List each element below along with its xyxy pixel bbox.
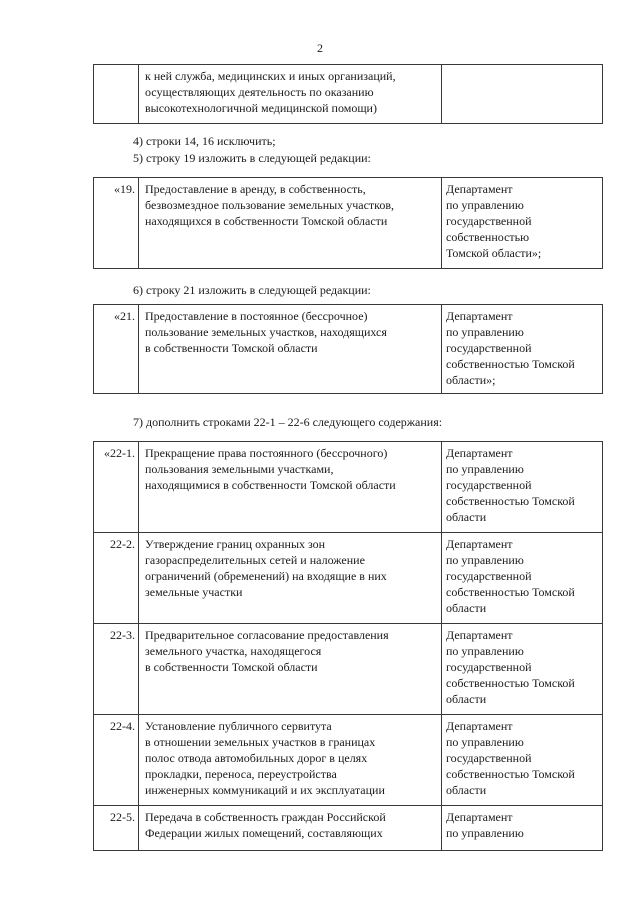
dept-line: государственной <box>446 751 532 765</box>
row-text-line: безвозмездное пользование земельных участков, <box>145 198 395 212</box>
row-text-line: Предварительное согласование предоставления <box>145 628 389 642</box>
paragraph-7: 7) дополнить строками 22-1 – 22-6 следующего содержания: <box>133 415 443 429</box>
table-row <box>94 533 602 624</box>
dept-line: государственной <box>446 214 532 228</box>
row-text-line: пользование земельных участков, находящихся <box>145 325 387 339</box>
row-text-line: высокотехнологичной медицинской помощи) <box>145 101 377 115</box>
dept-line: собственностью Томской <box>446 676 575 690</box>
table-row-19 <box>93 177 603 269</box>
row-text-line: Установление публичного сервитута <box>145 719 332 733</box>
row-text-line: инженерных коммуникаций и их эксплуатации <box>145 783 385 797</box>
row-number: 22-3. <box>94 624 139 714</box>
row-text-line: земельного участка, находящегося <box>145 644 322 658</box>
row-text-line: Предоставление в аренду, в собственность, <box>145 182 366 196</box>
dept-line: собственностью Томской <box>446 357 575 371</box>
row-department <box>442 65 602 123</box>
row-text-line: прокладки, переноса, переустройства <box>145 767 337 781</box>
row-text-line: Прекращение права постоянного (бессрочного) <box>145 446 388 460</box>
dept-line: собственностью Томской <box>446 585 575 599</box>
row-text-line: Федерации жилых помещений, составляющих <box>145 826 383 840</box>
row-number: 22-2. <box>94 533 139 623</box>
row-text <box>139 65 442 123</box>
dept-line: области»; <box>446 373 496 387</box>
row-number: 22-5. <box>94 806 139 850</box>
dept-line: по управлению <box>446 826 524 840</box>
row-number <box>94 65 139 123</box>
row-text-line: Утверждение границ охранных зон <box>145 537 326 551</box>
row-number: «21. <box>94 305 139 393</box>
dept-line: по управлению <box>446 644 524 658</box>
page-number: 2 <box>317 41 323 55</box>
row-text <box>139 442 442 532</box>
dept-line: по управлению <box>446 553 524 567</box>
row-text <box>139 533 442 623</box>
table-top-row <box>93 64 603 124</box>
row-department <box>442 806 602 850</box>
row-department <box>442 178 602 268</box>
row-department <box>442 715 602 805</box>
dept-line: Департамент <box>446 446 513 460</box>
dept-line: Департамент <box>446 537 513 551</box>
table-row-21 <box>93 304 603 394</box>
row-department <box>442 533 602 623</box>
dept-line: Департамент <box>446 719 513 733</box>
table-row <box>94 806 602 850</box>
paragraph-6: 6) строку 21 изложить в следующей редакции: <box>133 283 371 297</box>
dept-line: по управлению <box>446 462 524 476</box>
dept-line: государственной <box>446 569 532 583</box>
row-text <box>139 178 442 268</box>
dept-line: Департамент <box>446 810 513 824</box>
row-text-line: газораспределительных сетей и наложение <box>145 553 365 567</box>
dept-line: собственностью Томской <box>446 767 575 781</box>
row-number: «22-1. <box>94 442 139 532</box>
table-row <box>94 442 602 533</box>
dept-line: области <box>446 510 487 524</box>
row-text-line: земельные участки <box>145 585 243 599</box>
row-text-line: к ней служба, медицинских и иных организаций, <box>145 69 396 83</box>
table-row <box>94 715 602 806</box>
row-text-line: пользования земельными участками, <box>145 462 334 476</box>
dept-line: Департамент <box>446 182 513 196</box>
dept-line: собственностью Томской <box>446 494 575 508</box>
dept-line: Департамент <box>446 309 513 323</box>
row-text-line: полос отвода автомобильных дорог в целях <box>145 751 368 765</box>
dept-line: Томской области»; <box>446 246 542 260</box>
dept-line: области <box>446 601 487 615</box>
dept-line: по управлению <box>446 735 524 749</box>
row-department <box>442 624 602 714</box>
dept-line: области <box>446 783 487 797</box>
dept-line: по управлению <box>446 198 524 212</box>
row-department <box>442 305 602 393</box>
paragraph-4: 4) строки 14, 16 исключить; <box>133 134 276 148</box>
dept-line: государственной <box>446 660 532 674</box>
row-text-line: находящихся в собственности Томской области <box>145 214 388 228</box>
row-text <box>139 806 442 850</box>
dept-line: Департамент <box>446 628 513 642</box>
dept-line: собственностью <box>446 230 530 244</box>
row-text-line: ограничений (обременений) на входящие в них <box>145 569 387 583</box>
row-text-line: Передача в собственность граждан Российской <box>145 810 386 824</box>
row-text-line: находящимися в собственности Томской области <box>145 478 396 492</box>
row-number: 22-4. <box>94 715 139 805</box>
row-text-line: Предоставление в постоянное (бессрочное) <box>145 309 368 323</box>
row-text <box>139 715 442 805</box>
table-row <box>94 624 602 715</box>
row-text-line: в отношении земельных участков в границах <box>145 735 376 749</box>
row-text-line: в собственности Томской области <box>145 660 318 674</box>
dept-line: государственной <box>446 341 532 355</box>
row-text-line: осуществляющих деятельность по оказанию <box>145 85 374 99</box>
row-number: «19. <box>94 178 139 268</box>
table-rows-22 <box>93 441 603 851</box>
row-text <box>139 305 442 393</box>
dept-line: государственной <box>446 478 532 492</box>
row-text-line: в собственности Томской области <box>145 341 318 355</box>
row-text <box>139 624 442 714</box>
row-department <box>442 442 602 532</box>
dept-line: по управлению <box>446 325 524 339</box>
dept-line: области <box>446 692 487 706</box>
paragraph-5: 5) строку 19 изложить в следующей редакции: <box>133 151 371 165</box>
